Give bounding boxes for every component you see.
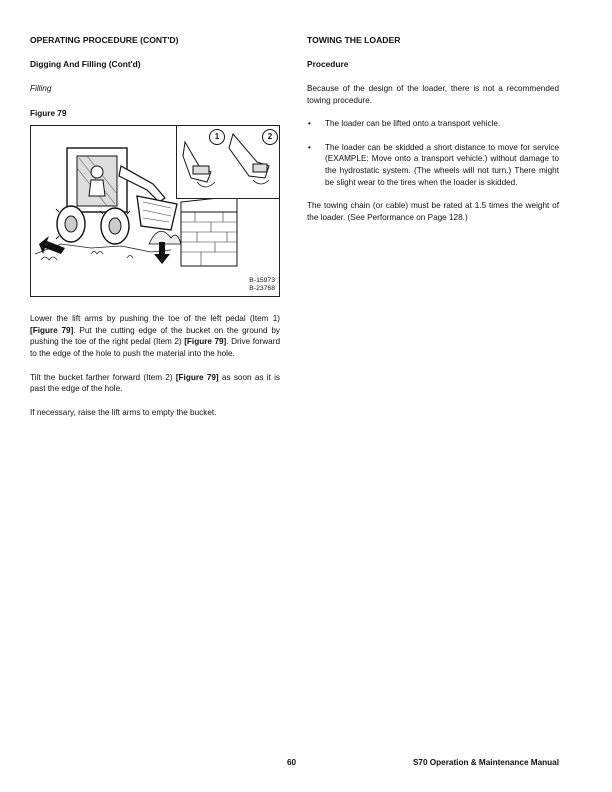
left-column (30, 35, 280, 430)
figure-79-illustration (30, 125, 280, 297)
bullet-text: The loader can be skidded a short distance to move for service (EXAMPLE: Move onto a transport vehicle.) without damage to the hydrostatic system. (The wheels will not turn.) There might be slight wear to the tires when the loader is skidded. (325, 142, 559, 187)
text-segment: Tilt the bucket farther forward (Item 2) (30, 372, 176, 382)
bullet-text: The loader can be lifted onto a transport vehicle. (325, 119, 501, 129)
part-number-2: B-23768 (249, 285, 275, 293)
text-segment: Lower the lift arms by pushing the toe of the left pedal (Item 1) (30, 314, 280, 324)
part-numbers (249, 277, 275, 293)
figure-reference: [Figure 79] (30, 325, 74, 335)
text-segment: . Drive forward to the edge of the hole to push the material into the hole. (30, 337, 280, 358)
italic-label-filling: Filling (30, 84, 52, 93)
paragraph-towing-chain: The towing chain (or cable) must be rated at 1.5 times the weight of the loader. (See Performance on Page 128.) (307, 201, 559, 222)
bullet-dot: • (308, 119, 311, 129)
paragraph-towing-intro: Because of the design of the loader, there is not a recommended towing procedure. (307, 84, 559, 105)
right-column (307, 35, 559, 235)
section-heading-operating-procedure: OPERATING PROCEDURE (CONT'D) (30, 35, 179, 45)
figure-label: Figure 79 (30, 108, 67, 118)
text-segment: as soon as it is past the edge of the hole. (30, 372, 280, 394)
bullet-dot: • (308, 142, 311, 152)
part-number-1: B-15973 (249, 277, 275, 285)
bullet-item-skidded (307, 142, 559, 188)
callout-1: 1 (209, 129, 225, 145)
subheading-digging-filling: Digging And Filling (Cont'd) (30, 59, 141, 69)
paragraph-lower-lift-arms (30, 313, 280, 359)
figure-reference: [Figure 79] (175, 372, 219, 382)
text-segment: . Put the cutting edge of the bucket on the ground by pushing the toe of the right pedal (Item 2) (30, 325, 280, 347)
manual-title: S70 Operation & Maintenance Manual (412, 758, 559, 767)
figure-reference: [Figure 79] (184, 337, 227, 347)
paragraph-raise-lift-arms: If necessary, raise the lift arms to empty the bucket. (30, 407, 217, 417)
page-number: 60 (287, 758, 297, 767)
paragraph-tilt-bucket (30, 372, 280, 395)
section-heading-towing: TOWING THE LOADER (307, 35, 401, 45)
subheading-procedure: Procedure (307, 59, 349, 69)
callout-2: 2 (262, 129, 278, 145)
bullet-item-lifted (307, 118, 559, 130)
